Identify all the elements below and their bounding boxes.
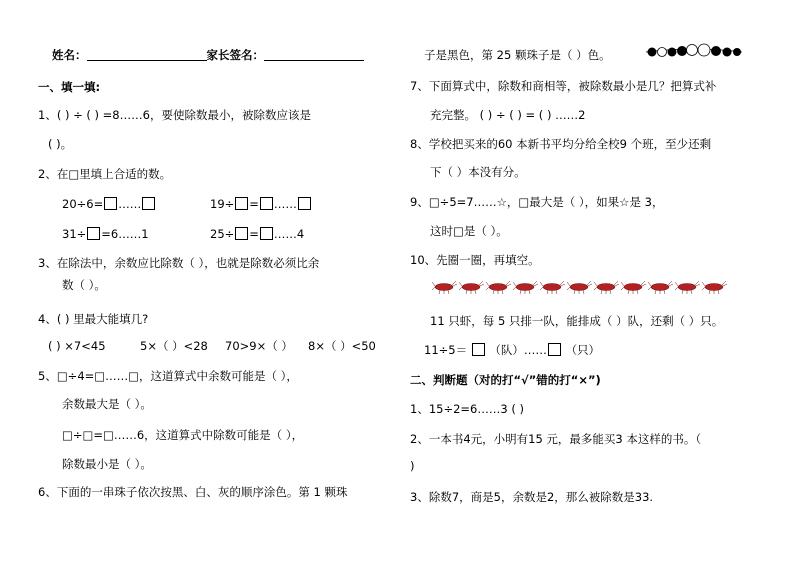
answer-box[interactable] bbox=[235, 197, 248, 210]
name-label: 姓名： bbox=[52, 48, 87, 62]
shrimp-row-image bbox=[430, 276, 730, 296]
answer-box[interactable] bbox=[260, 227, 273, 240]
question-10-line-1: 11 只虾，每 5 只排一队，能排成（ ）队，还剩（ ）只。 bbox=[430, 314, 724, 328]
question-10: 10、先圈一圈，再填空。 bbox=[410, 253, 540, 267]
question-8-line-2: 下（ ）本没有分。 bbox=[430, 165, 526, 179]
question-5-line-3: □÷□=□……6，这道算式中除数可能是（ ）， bbox=[62, 428, 304, 442]
question-10-line-2 bbox=[424, 342, 600, 358]
question-4-item-2: 5×（ ）<28 bbox=[140, 339, 208, 353]
item-text: 31÷ bbox=[62, 227, 87, 241]
question-4-item-3: 70>9×（ ） bbox=[225, 339, 293, 353]
name-blank[interactable] bbox=[87, 48, 207, 61]
item-text: = bbox=[249, 197, 259, 211]
item-text: 19÷ bbox=[210, 197, 235, 211]
question-4-item-4: 8×（ ）<50 bbox=[308, 339, 376, 353]
question-3-line-1: 3、在除法中，余数应比除数（ ），也就是除数必须比余 bbox=[38, 256, 320, 270]
item-text: 11÷5＝ bbox=[424, 343, 468, 357]
question-1-line-2: ( )。 bbox=[48, 137, 73, 151]
item-text: …… bbox=[273, 197, 297, 211]
item-text: （队）…… bbox=[489, 343, 547, 357]
question-4: 4、( ) 里最大能填几? bbox=[38, 312, 149, 326]
question-4-item-1: ( ) ×7<45 bbox=[48, 339, 106, 353]
header-line bbox=[52, 47, 364, 63]
answer-box[interactable] bbox=[548, 343, 561, 356]
answer-box[interactable] bbox=[260, 197, 273, 210]
item-text: 25÷ bbox=[210, 227, 235, 241]
judgement-1: 1、15÷2=6……3 ( ) bbox=[410, 402, 524, 416]
item-text: = bbox=[249, 227, 259, 241]
item-text: …… bbox=[118, 197, 142, 211]
question-2-item-c bbox=[62, 226, 149, 242]
question-2-item-a bbox=[62, 196, 156, 212]
section-judgement-title: 二、判断题（对的打“√”错的打“×”) bbox=[410, 373, 601, 387]
question-8-line-1: 8、学校把买来的60 本新书平均分给全校9 个班，至少还剩 bbox=[410, 137, 712, 151]
judgement-3: 3、除数7，商是5，余数是2，那么被除数是33. bbox=[410, 490, 654, 504]
item-text: 20÷6= bbox=[62, 197, 104, 211]
question-2-item-b bbox=[210, 196, 312, 212]
question-9-line-2: 这时□是（ ）。 bbox=[430, 224, 508, 238]
judgement-2-line-2: ) bbox=[410, 459, 415, 473]
question-6-line-2: 子是黑色，第 25 颗珠子是（ ）色。 bbox=[424, 48, 611, 62]
item-text: （只） bbox=[565, 343, 601, 357]
answer-box[interactable] bbox=[235, 227, 248, 240]
judgement-2-line-1: 2、一本书4元，小明有15 元，最多能买3 本这样的书。（ bbox=[410, 432, 702, 446]
item-text: ……4 bbox=[273, 227, 305, 241]
question-3-line-2: 数（ ）。 bbox=[62, 278, 106, 292]
section-fill-in-title: 一、填一填: bbox=[38, 80, 101, 94]
question-7-line-2: 充完整。 ( ) ÷ ( ) = ( ) ……2 bbox=[430, 108, 586, 122]
parent-signature-label: 家长签名： bbox=[206, 48, 264, 62]
answer-box[interactable] bbox=[472, 343, 485, 356]
question-5-line-4: 除数最小是（ ）。 bbox=[62, 457, 152, 471]
question-1-line-1: 1、( ) ÷ ( ) =8……6，要使除数最小，被除数应该是 bbox=[38, 108, 311, 122]
item-text: =6……1 bbox=[101, 227, 149, 241]
question-2-item-d bbox=[210, 226, 304, 242]
question-5-line-1: 5、□÷4=□……□，这道算式中余数可能是（ ）， bbox=[38, 369, 298, 383]
bead-string-image bbox=[646, 42, 742, 62]
parent-signature-blank[interactable] bbox=[264, 48, 364, 61]
question-9-line-1: 9、□÷5=7……☆，□最大是（ ），如果☆是 3， bbox=[410, 195, 664, 209]
answer-box[interactable] bbox=[104, 197, 117, 210]
question-5-line-2: 余数最大是（ ）。 bbox=[62, 397, 152, 411]
answer-box[interactable] bbox=[298, 197, 311, 210]
question-2: 2、在□里填上合适的数。 bbox=[38, 167, 172, 181]
answer-box[interactable] bbox=[87, 227, 100, 240]
question-6-line-1: 6、下面的一串珠子依次按黑、白、灰的顺序涂色。第 1 颗珠 bbox=[38, 485, 348, 499]
question-7-line-1: 7、下面算式中，除数和商相等，被除数最小是几？把算式补 bbox=[410, 79, 717, 93]
answer-box[interactable] bbox=[142, 197, 155, 210]
